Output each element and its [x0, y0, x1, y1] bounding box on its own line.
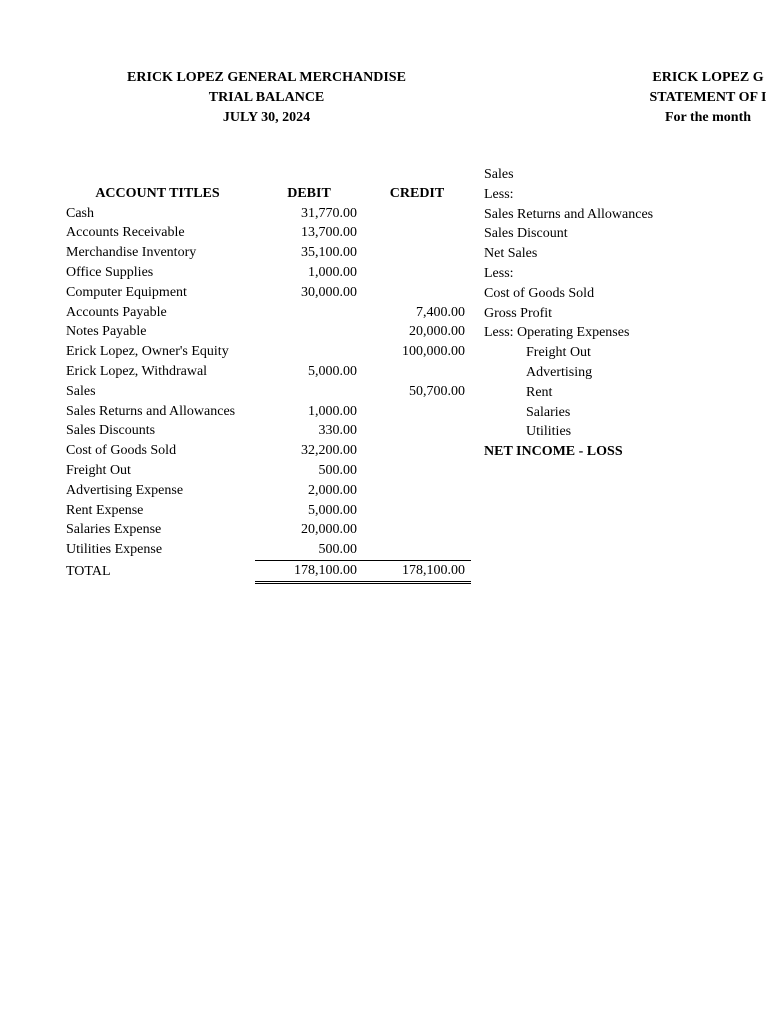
credit-cell — [363, 224, 471, 244]
credit-cell — [363, 402, 471, 422]
debit-cell: 330.00 — [318, 423, 357, 439]
table-row — [60, 224, 471, 244]
column-header-credit: CREDIT — [389, 185, 445, 201]
income-statement-line: Sales Discount — [484, 226, 568, 242]
credit-cell: 7,400.00 — [416, 304, 465, 320]
income-statement-company: ERICK LOPEZ G — [652, 70, 764, 85]
account-title-cell: Computer Equipment — [66, 284, 187, 300]
table-row — [60, 422, 471, 442]
account-title-cell: Sales Returns and Allowances — [66, 403, 236, 419]
table-row — [60, 461, 471, 481]
account-title-cell: Sales Discounts — [66, 423, 156, 439]
trial-balance-title: TRIAL BALANCE — [208, 90, 325, 105]
table-row — [60, 540, 471, 560]
debit-cell — [255, 342, 363, 362]
account-title-cell: Cost of Goods Sold — [66, 443, 177, 459]
income-statement-line: Less: — [484, 186, 514, 202]
credit-cell: 100,000.00 — [402, 344, 465, 360]
table-header-row — [60, 184, 471, 204]
income-statement-line: Sales — [484, 167, 514, 182]
account-title-cell: Sales — [66, 383, 96, 399]
credit-cell — [363, 204, 471, 224]
account-title-cell: Erick Lopez, Withdrawal — [66, 364, 208, 380]
debit-cell: 5,000.00 — [308, 502, 357, 518]
credit-cell — [363, 501, 471, 521]
income-statement-line: NET INCOME - LOSS — [484, 444, 623, 460]
trial-balance-header — [95, 68, 438, 128]
debit-cell: 35,100.00 — [301, 245, 357, 261]
debit-cell: 500.00 — [318, 542, 357, 558]
table-row — [60, 402, 471, 422]
table-row — [60, 362, 471, 382]
account-title-cell: Erick Lopez, Owner's Equity — [66, 344, 229, 360]
income-statement-period: For the month — [664, 110, 752, 125]
table-row — [60, 481, 471, 501]
account-title-cell: Utilities Expense — [66, 542, 163, 558]
credit-cell — [363, 521, 471, 541]
account-title-cell: Advertising Expense — [66, 482, 184, 498]
account-title-cell: Office Supplies — [66, 265, 154, 281]
income-statement-title: STATEMENT OF I — [649, 90, 767, 105]
income-statement-line: Utilities — [526, 424, 572, 440]
debit-cell: 32,200.00 — [301, 443, 357, 459]
income-statement-header — [508, 68, 768, 128]
income-statement-line: Cost of Goods Sold — [484, 285, 595, 301]
table-row — [60, 342, 471, 362]
credit-cell — [363, 283, 471, 303]
total-row — [60, 561, 471, 583]
income-statement-line: Less: Operating Expenses — [484, 325, 630, 341]
debit-cell — [255, 323, 363, 343]
column-header-debit: DEBIT — [287, 185, 331, 201]
table-row — [60, 303, 471, 323]
income-statement-line: Gross Profit — [484, 305, 553, 321]
trial-balance-table — [60, 184, 471, 584]
total-debit: 178,100.00 — [255, 561, 363, 583]
income-statement-line: Sales Returns and Allowances — [484, 206, 654, 222]
credit-cell — [363, 243, 471, 263]
table-row — [60, 441, 471, 461]
debit-cell: 1,000.00 — [308, 403, 357, 419]
credit-cell — [363, 422, 471, 442]
debit-cell: 1,000.00 — [308, 265, 357, 281]
debit-cell: 2,000.00 — [308, 482, 357, 498]
income-statement-line: Advertising — [526, 364, 593, 380]
income-statement-line: Freight Out — [526, 345, 591, 361]
total-credit: 178,100.00 — [363, 561, 471, 583]
trial-balance-date: JULY 30, 2024 — [222, 110, 311, 125]
income-statement-lines — [484, 165, 653, 462]
credit-cell — [363, 263, 471, 283]
table-row — [60, 204, 471, 224]
debit-cell — [255, 303, 363, 323]
credit-cell — [363, 461, 471, 481]
table-row — [60, 323, 471, 343]
table-row — [60, 521, 471, 541]
debit-cell: 20,000.00 — [301, 522, 357, 538]
account-title-cell: Notes Payable — [66, 324, 147, 340]
trial-balance-body — [60, 204, 471, 583]
debit-cell — [255, 382, 363, 402]
debit-cell: 30,000.00 — [301, 284, 357, 300]
debit-cell: 13,700.00 — [301, 225, 357, 241]
account-title-cell: Accounts Payable — [66, 304, 167, 320]
income-statement-line: Rent — [526, 384, 553, 400]
table-row — [60, 382, 471, 402]
table-row — [60, 263, 471, 283]
credit-cell: 20,000.00 — [409, 324, 465, 340]
credit-cell — [363, 441, 471, 461]
table-row — [60, 283, 471, 303]
income-statement-line: Less: — [484, 265, 514, 281]
account-title-cell: Salaries Expense — [66, 522, 162, 538]
credit-cell: 50,700.00 — [409, 383, 465, 399]
debit-cell: 5,000.00 — [308, 364, 357, 380]
debit-cell: 500.00 — [318, 463, 357, 479]
account-title-cell: Accounts Receivable — [66, 225, 185, 241]
trial-balance-company: ERICK LOPEZ GENERAL MERCHANDISE — [127, 70, 406, 85]
account-title-cell: Rent Expense — [66, 502, 144, 518]
income-statement-line: Salaries — [526, 404, 571, 420]
table-row — [60, 243, 471, 263]
column-header-account-titles: ACCOUNT TITLES — [95, 185, 220, 201]
credit-cell — [363, 481, 471, 501]
income-statement-line: Net Sales — [484, 246, 538, 262]
account-title-cell: Cash — [66, 205, 94, 221]
total-label: TOTAL — [66, 563, 111, 579]
credit-cell — [363, 362, 471, 382]
table-row — [60, 501, 471, 521]
credit-cell — [363, 540, 471, 560]
debit-cell: 31,770.00 — [301, 205, 357, 221]
account-title-cell: Freight Out — [66, 463, 131, 479]
account-title-cell: Merchandise Inventory — [66, 245, 197, 261]
